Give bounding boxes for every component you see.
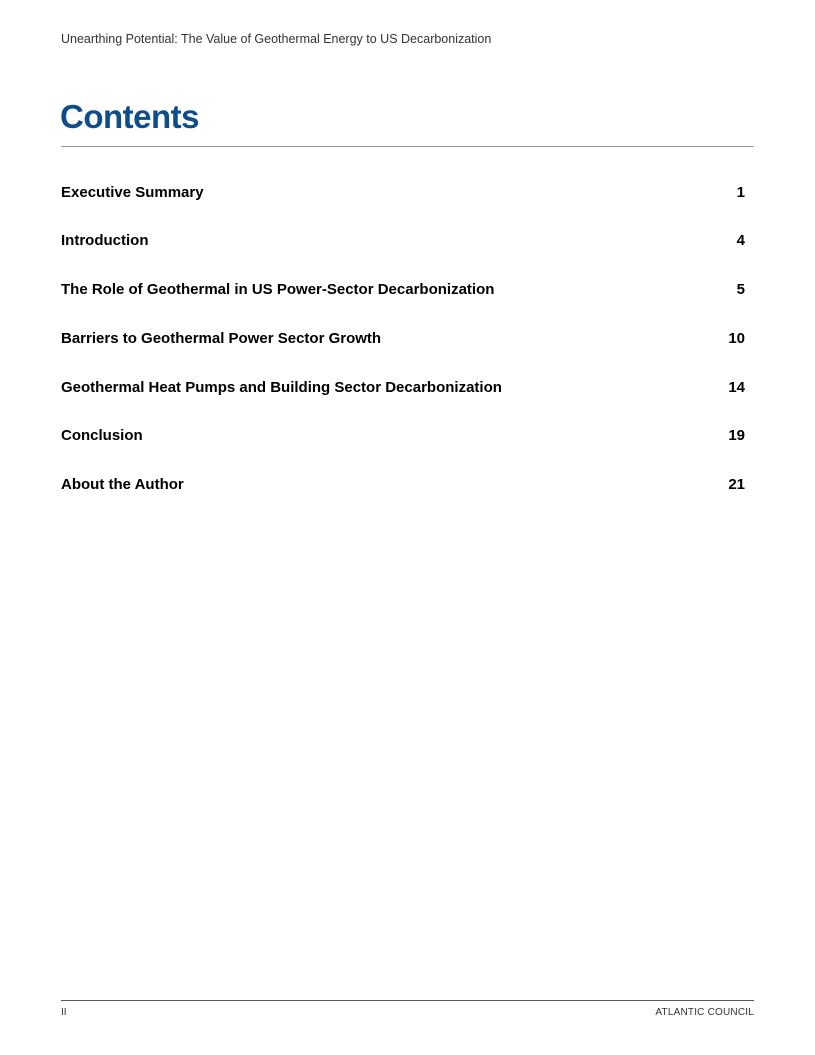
toc-entry-page: 4 <box>736 232 745 250</box>
toc-entry-title: The Role of Geothermal in US Power-Sector Decarbonization <box>61 281 495 299</box>
toc-entry-page: 21 <box>728 476 745 494</box>
toc-entry-heat-pumps[interactable] <box>61 375 745 399</box>
title-divider <box>61 146 754 147</box>
toc-entry-page: 14 <box>728 378 745 396</box>
toc-entry-executive-summary[interactable] <box>61 180 745 204</box>
toc-entry-page: 5 <box>736 281 745 299</box>
footer-page-number: II <box>61 1007 67 1018</box>
toc-entry-title: Introduction <box>61 232 149 250</box>
toc-entry-title: About the Author <box>61 476 184 494</box>
toc-entry-barriers[interactable] <box>61 326 745 350</box>
toc-entry-title: Barriers to Geothermal Power Sector Growth <box>61 329 382 347</box>
toc-entry-conclusion[interactable] <box>61 424 745 448</box>
toc-entry-introduction[interactable] <box>61 229 745 253</box>
toc-entry-page: 19 <box>728 427 745 445</box>
table-of-contents <box>61 180 745 522</box>
toc-entry-title: Executive Summary <box>61 183 204 201</box>
toc-entry-title: Geothermal Heat Pumps and Building Sector Decarbonization <box>61 378 502 396</box>
page-title: Contents <box>60 98 199 135</box>
footer-organization: ATLANTIC COUNCIL <box>655 1007 754 1018</box>
toc-entry-about-the-author[interactable] <box>61 473 745 497</box>
toc-entry-page: 10 <box>728 329 745 347</box>
toc-entry-page: 1 <box>736 183 745 201</box>
toc-entry-role-of-geothermal[interactable] <box>61 278 745 302</box>
running-header: Unearthing Potential: The Value of Geothermal Energy to US Decarbonization <box>61 32 492 46</box>
toc-entry-title: Conclusion <box>61 427 143 445</box>
footer-divider <box>61 1000 754 1001</box>
